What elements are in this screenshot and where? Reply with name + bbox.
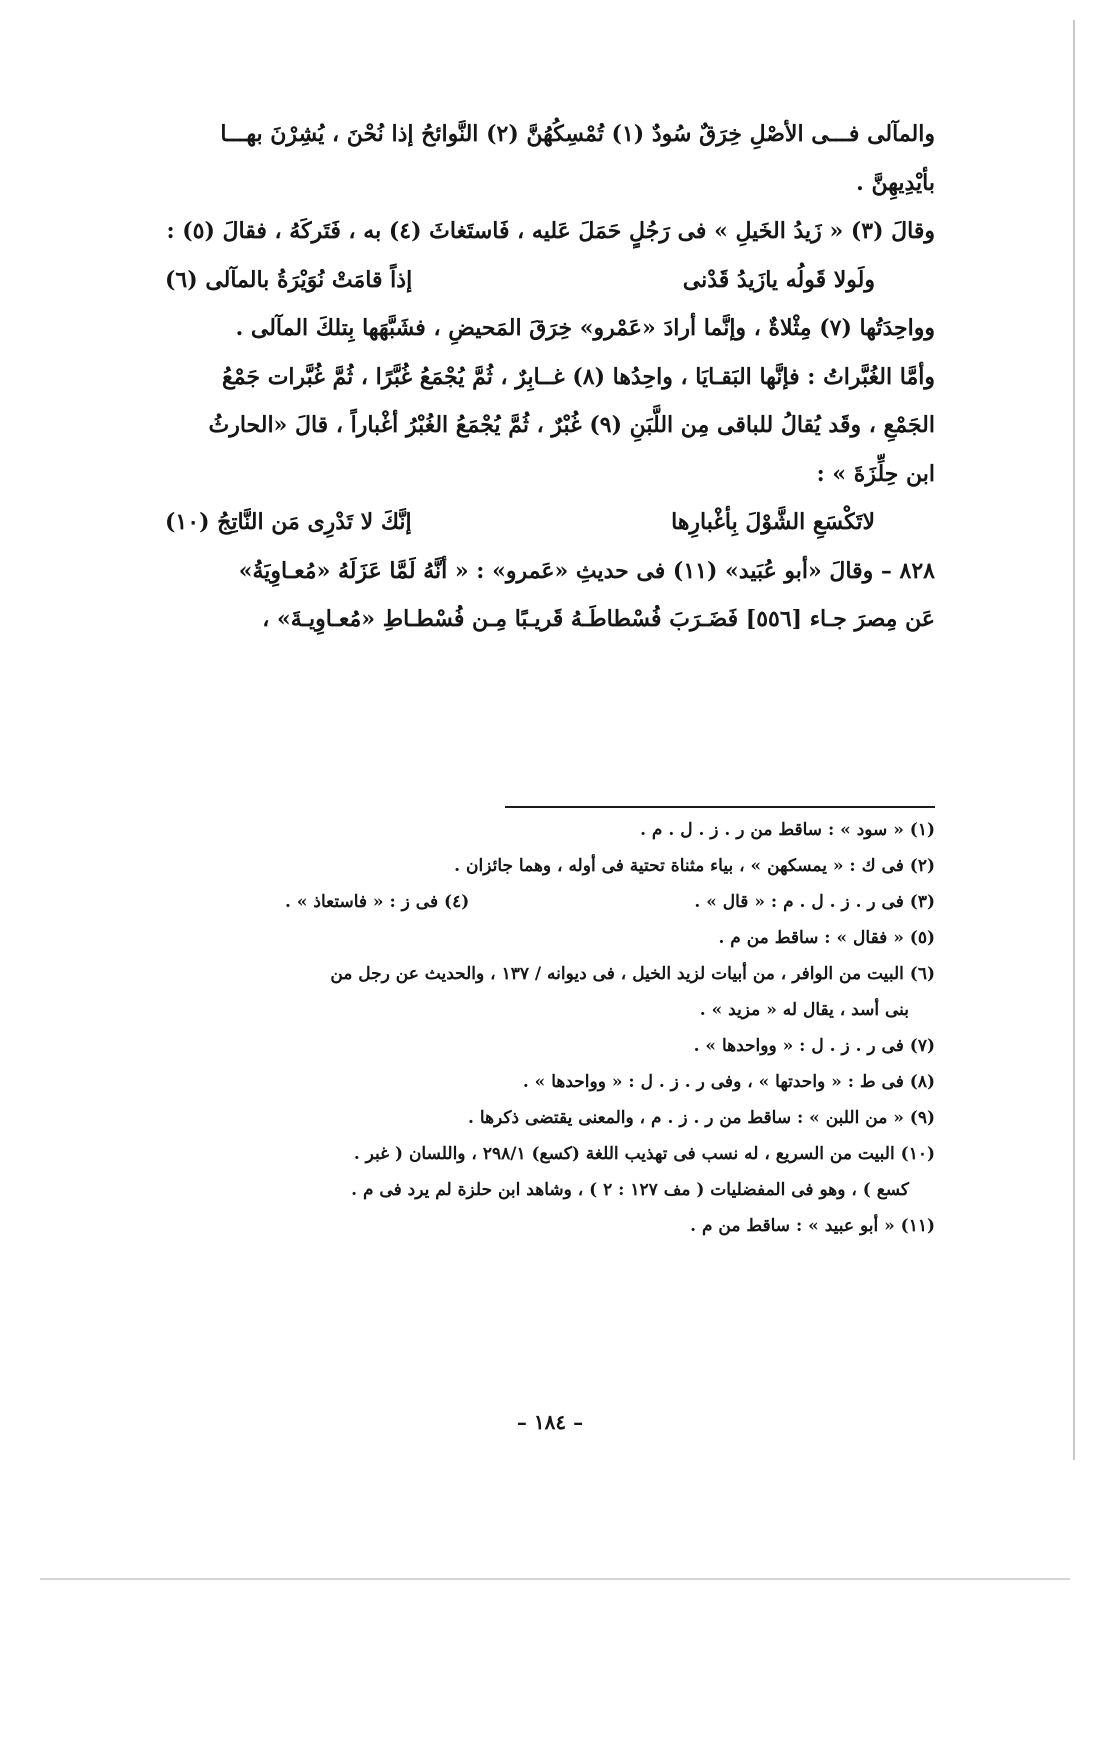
scan-edge [1073,20,1075,1460]
text-line: وأمَّا الغُبَّراتُ : فإنَّها البَقـايَا ، واحِدُها (٨) غــابِرٌ ، ثُمَّ يُجْمَعُ غُبَّرًا ، ثُمَّ غُبَّرات جَمْعُ [222,363,935,390]
text-line: بأيْدِيهِنَّ . [856,169,935,196]
text-line: والمآلى فـــى الأصْلِ خِرَقٌ سُودٌ (١) تُمْسِكُهُنَّ (٢) النَّوائحُ إذا نُحْنَ ، يُشِرْنَ بهـــا [220,121,935,147]
footnote-continuation: بنى أسد ، يقال له « مزيد » . [699,1000,909,1020]
text-line: وواحِدَتُها (٧) مِثْلاةٌ ، وإنَّما أرادَ «عَمْرو» خِرَقَ المَحيضِ ، فشَبَّهَها بِتلكَ المآلى . [235,315,935,341]
footnote-separator [505,806,935,808]
verse-hemistich-first: ولَولا قَولُه يازَيدُ قَدْنى [682,266,875,293]
footnote-pair [145,884,935,920]
page-number: – ١٨٤ – [516,1410,584,1434]
footnote: (٦) البيت من الوافر ، من أبيات لزيد الخيل ، فى ديوانه / ١٣٧ ، والحديث عن رجل من [330,964,935,984]
footnote: (٥) « فقال » : ساقط من م . [718,928,935,948]
verse-hemistich-second: إنَّكَ لا تَدْرِى مَن النَّاتِجُ (١٠) [165,509,412,535]
scan-edge [40,1578,1070,1580]
text-line: ٨٢٨ – وقالَ «أبو عُبَيد» (١١) فى حديثِ «عَمرو» : « أنَّهُ لَمَّا عَزَلَهُ «مُعـاوِيَةُ» [238,557,935,584]
footnote: (٧) فى ر . ز . ل : « وواحدها » . [693,1036,935,1056]
verse-hemistich-first: لاتَكْسَعِ الشَّوْلَ بِأغْبارِها [671,509,875,535]
text-line: عَن مِصرَ جـاء [٥٥٦] فَضَـرَبَ فُسْطاطَـهُ قَريـبًا مِـن فُسْطـاطِ «مُعـاوِيـةَ» ، [262,606,935,632]
poetry-verse [145,498,935,547]
verse-hemistich-second: إذاً قامَتْ نُوَيْرَةُ بالمآلى (٦) [165,266,413,293]
footnote: (١١) « أبو عبيد » : ساقط من م . [690,1216,935,1236]
footnote-continuation: كسع ) ، وهو فى المفضليات ( مف ١٢٧ : ٢ ) ، وشاهد ابن حلزة لم يرد فى م . [351,1180,909,1200]
poetry-verse [145,256,935,305]
main-text [145,110,935,644]
footnote: (٣) فى ر . ز . ل . م : « قال » . [694,892,935,912]
text-line: وقالَ (٣) « زَيدُ الخَيلِ » فى رَجُلٍ حَمَلَ عَليه ، فَاستَغاثَ (٤) به ، فَتَركَهُ ، فقالَ (٥) : [166,218,935,244]
text-line: ابن حِلِّزَةَ » : [816,460,935,487]
footnote: (٢) فى ك : « يمسكهن » ، بياء مثناة تحتية فى أوله ، وهما جائزان . [454,856,935,876]
footnote: (١٠) البيت من السريع ، له نسب فى تهذيب اللغة (كسع) ٢٩٨/١ ، واللسان ( غبر . [353,1144,935,1164]
footnote: (٨) فى ط : « واحدتها » ، وفى ر . ز . ل : « وواحدها » . [522,1072,935,1092]
footnote: (١) « سود » : ساقط من ر . ز . ل . م . [640,820,935,840]
footnote: (٤) فى ز : « فاستعاذ » . [285,892,470,912]
text-line: الجَمْعِ ، وقَد يُقالُ للباقى مِن اللَّبَنِ (٩) غُبْرٌ ، ثُمَّ يُجْمَعُ الغُبْرُ أغْباراً ، قالَ «الحارثُ [208,412,935,438]
footnote: (٩) « من اللبن » : ساقط من ر . ز . م ، والمعنى يقتضى ذكرها . [468,1108,935,1128]
footnotes [145,812,935,1244]
